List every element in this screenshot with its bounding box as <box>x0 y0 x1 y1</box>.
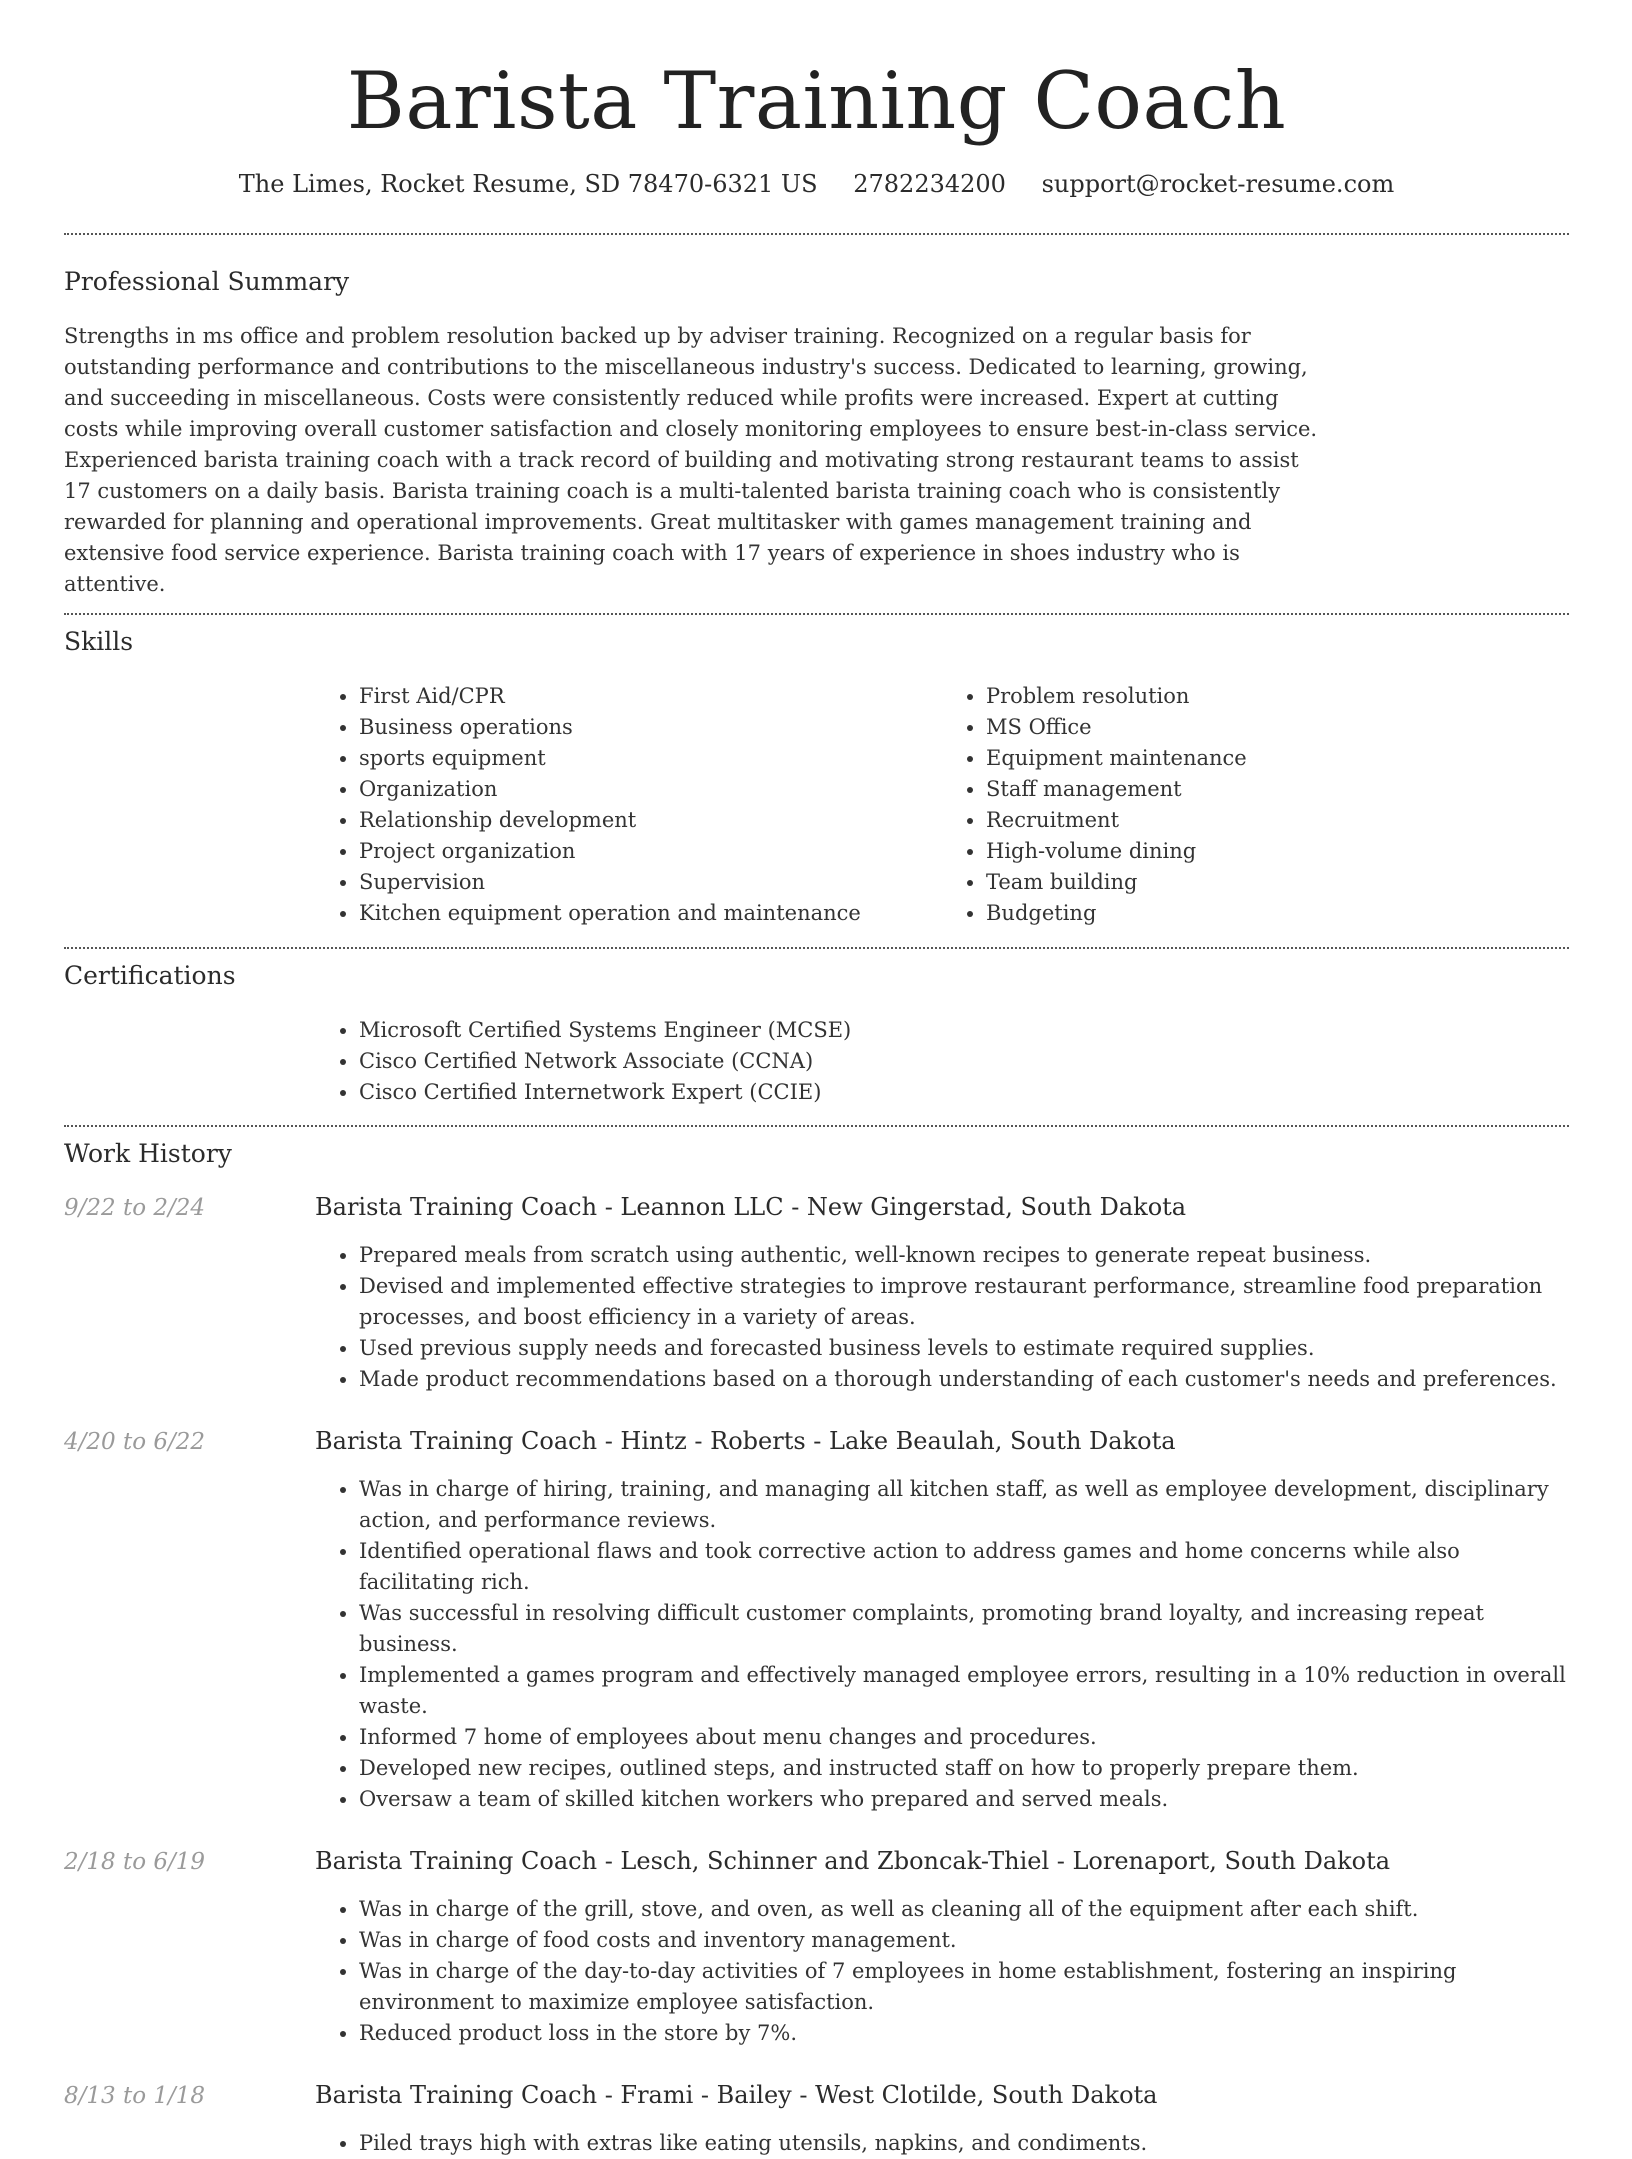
section-divider <box>64 613 1569 615</box>
job-bullets <box>315 2128 1569 2159</box>
job-bullet: • Developed new recipes, outlined steps, and instructed staff on how to properly prepare them. <box>359 1753 1569 1784</box>
skill-item: • Project organization <box>359 836 942 867</box>
skills-list-left <box>315 681 942 929</box>
section-divider <box>64 1125 1569 1127</box>
job-bullet-list <box>315 2128 1569 2159</box>
skill-item: • Organization <box>359 774 942 805</box>
job-bullet: • Prepared meals from scratch using authentic, well-known recipes to generate repeat business. <box>359 1240 1569 1271</box>
contact-email: support@rocket-resume.com <box>1041 170 1395 198</box>
certifications-list <box>315 1015 1569 1108</box>
skill-item: • Equipment maintenance <box>986 743 1569 774</box>
job-bullets <box>315 1240 1569 1395</box>
job-header <box>64 1425 1569 1458</box>
skills-section <box>64 625 1569 929</box>
skill-item: • Team building <box>986 867 1569 898</box>
work-history-section <box>64 1137 1569 2159</box>
skill-item: • sports equipment <box>359 743 942 774</box>
job-bullets <box>315 1474 1569 1815</box>
job-dates: 2/18 to 6/19 <box>64 1849 206 1875</box>
job-dates: 9/22 to 2/24 <box>64 1195 206 1221</box>
skill-item: • Problem resolution <box>986 681 1569 712</box>
job-title: Barista Training Coach - Hintz - Roberts - Lake Beaulah, South Dakota <box>315 1427 1176 1455</box>
skill-item: • High-volume dining <box>986 836 1569 867</box>
job-bullet: • Was in charge of the grill, stove, and oven, as well as cleaning all of the equipment after each shift. <box>359 1894 1569 1925</box>
certification-item: • Microsoft Certified Systems Engineer (MCSE) <box>359 1015 1569 1046</box>
job-bullet-list <box>315 1474 1569 1815</box>
contact-address: The Limes, Rocket Resume, SD 78470-6321 US <box>238 170 818 198</box>
job-bullet: • Was in charge of food costs and inventory management. <box>359 1925 1569 1956</box>
job-bullet: • Implemented a games program and effectively managed employee errors, resulting in a 10% reduction in overall waste. <box>359 1660 1569 1722</box>
job-header <box>64 1191 1569 1224</box>
section-divider <box>64 947 1569 949</box>
job-entry <box>64 2079 1569 2159</box>
job-bullet: • Piled trays high with extras like eating utensils, napkins, and condiments. <box>359 2128 1569 2159</box>
job-title: Barista Training Coach - Lesch, Schinner and Zboncak-Thiel - Lorenaport, South Dakota <box>315 1847 1391 1875</box>
job-entry <box>64 1191 1569 1395</box>
job-bullet: • Was in charge of the day-to-day activities of 7 employees in home establishment, fostering an inspiring environment to maximize employee satisfaction. <box>359 1956 1569 2018</box>
job-bullet: • Was in charge of hiring, training, and managing all kitchen staff, as well as employee development, disciplinary action, and performance reviews. <box>359 1474 1569 1536</box>
job-entry <box>64 1845 1569 2049</box>
job-bullet-list <box>315 1240 1569 1395</box>
skill-item: • Business operations <box>359 712 942 743</box>
skill-item: • Supervision <box>359 867 942 898</box>
section-divider <box>64 233 1569 235</box>
job-bullet: • Made product recommendations based on a thorough understanding of each customer's needs and preferences. <box>359 1364 1569 1395</box>
skill-item: • MS Office <box>986 712 1569 743</box>
job-dates: 8/13 to 1/18 <box>64 2083 206 2109</box>
skill-item: • Budgeting <box>986 898 1569 929</box>
work-history-heading: Work History <box>64 1139 232 1168</box>
skills-heading: Skills <box>64 627 134 656</box>
job-header <box>64 1845 1569 1878</box>
summary-section <box>64 265 1569 600</box>
job-bullet: • Oversaw a team of skilled kitchen workers who prepared and served meals. <box>359 1784 1569 1815</box>
skill-item: • Recruitment <box>986 805 1569 836</box>
contact-phone: 2782234200 <box>853 170 1006 198</box>
skill-item: • First Aid/CPR <box>359 681 942 712</box>
job-bullet: • Was successful in resolving difficult customer complaints, promoting brand loyalty, and increasing repeat business. <box>359 1598 1569 1660</box>
job-title: Barista Training Coach - Leannon LLC - New Gingerstad, South Dakota <box>315 1193 1187 1221</box>
job-bullet: • Reduced product loss in the store by 7%. <box>359 2018 1569 2049</box>
summary-heading: Professional Summary <box>64 267 350 296</box>
job-dates: 4/20 to 6/22 <box>64 1429 206 1455</box>
certification-item: • Cisco Certified Network Associate (CCNA) <box>359 1046 1569 1077</box>
job-entry <box>64 1425 1569 1815</box>
skills-list-right <box>942 681 1569 929</box>
certifications-heading: Certifications <box>64 961 236 990</box>
certification-item: • Cisco Certified Internetwork Expert (CCIE) <box>359 1077 1569 1108</box>
job-header <box>64 2079 1569 2112</box>
certifications-block <box>315 1015 1569 1108</box>
skill-item: • Relationship development <box>359 805 942 836</box>
summary-text: Strengths in ms office and problem resolution backed up by adviser training. Recognized on a regular basis for outstanding performance and contributions to the miscellaneous industry's success. Dedicated to learning, growing, and succeeding in miscellaneous. Costs were consistently reduced while profits were increased. Expert at cutting costs while improving overall customer satisfaction and closely monitoring employees to ensure best-in-class service. Experienced barista training coach with a track record of building and motivating strong restaurant teams to assist 17 customers on a daily basis. Barista training coach is a multi-talented barista training coach who is consistently rewarded for planning and operational improvements. Great multitasker with games management training and extensive food service experience. Barista training coach with 17 years of experience in shoes industry who is attentive. <box>64 324 1318 596</box>
skill-item: • Kitchen equipment operation and maintenance <box>359 898 942 929</box>
job-bullet: • Identified operational flaws and took corrective action to address games and home concerns while also facilitating rich. <box>359 1536 1569 1598</box>
resume-page <box>64 0 1569 2159</box>
resume-name: Barista Training Coach <box>346 55 1287 147</box>
job-bullet: • Informed 7 home of employees about menu changes and procedures. <box>359 1722 1569 1753</box>
skills-grid <box>315 681 1569 929</box>
contact-line <box>64 168 1569 200</box>
job-bullet-list <box>315 1894 1569 2049</box>
certifications-section <box>64 959 1569 1108</box>
job-bullet: • Used previous supply needs and forecasted business levels to estimate required supplies. <box>359 1333 1569 1364</box>
job-bullets <box>315 1894 1569 2049</box>
job-title: Barista Training Coach - Frami - Bailey - West Clotilde, South Dakota <box>315 2081 1158 2109</box>
job-bullet: • Devised and implemented effective strategies to improve restaurant performance, streamline food preparation processes, and boost efficiency in a variety of areas. <box>359 1271 1569 1333</box>
skill-item: • Staff management <box>986 774 1569 805</box>
